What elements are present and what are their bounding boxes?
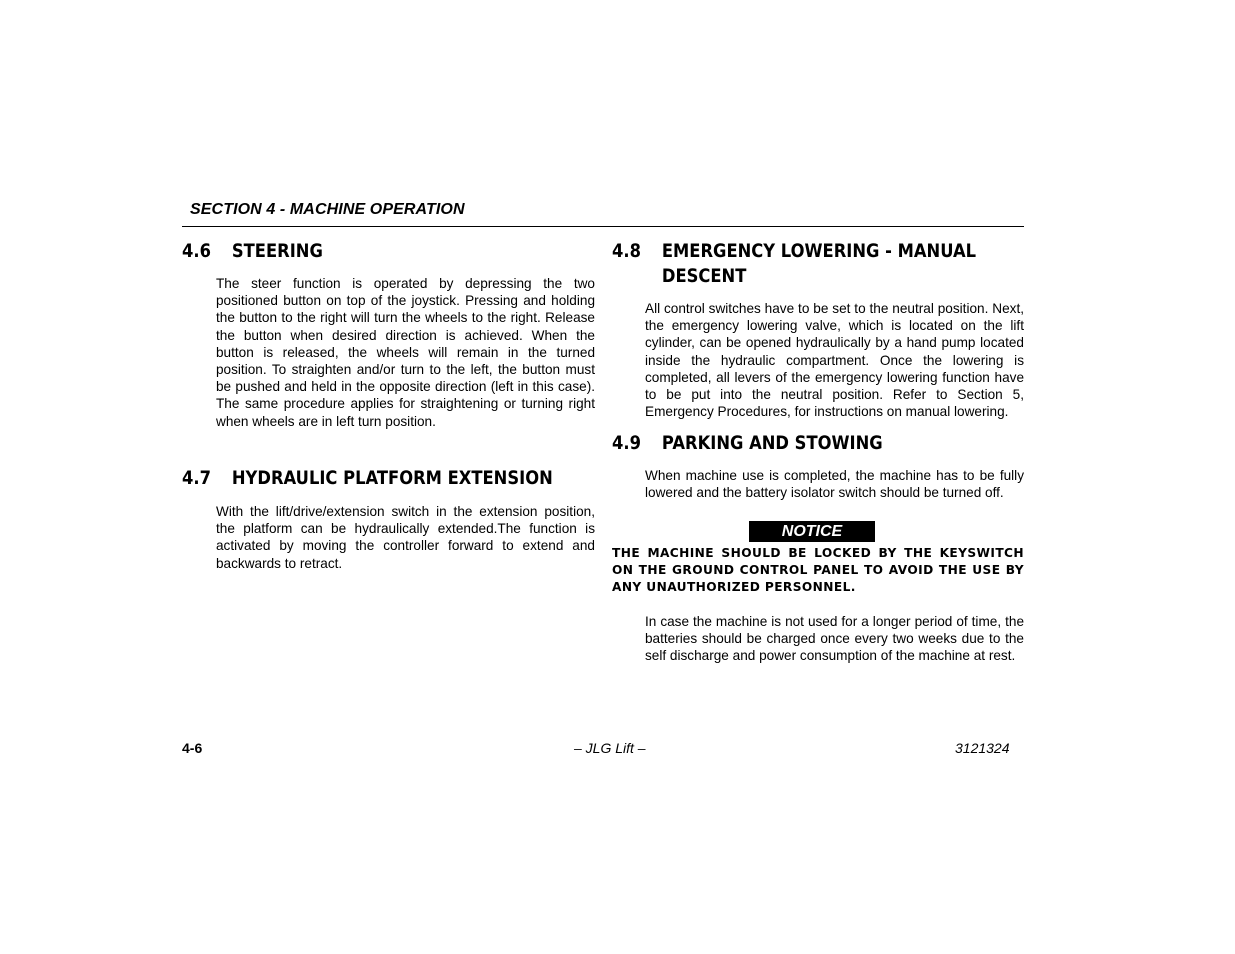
emergency-lowering-heading xyxy=(612,239,976,289)
steering-body: The steer function is operated by depressing the two positioned button on top of the joystick. Pressing and holding the button to the right will turn the wheels to the right. Release the button when desired direction is achieved. When the button is released, the wheels will remain in the turned position. To straighten and/or turn to the left, the button must be pushed and held in the opposite direction (left in this case). The same procedure applies for straightening or turning right when wheels are in left turn position. xyxy=(216,276,595,429)
hydraulic-extension-number: 4.7 xyxy=(182,467,211,489)
steering-title: STEERING xyxy=(231,240,323,262)
notice-label: NOTICE xyxy=(749,521,875,542)
steering-number: 4.6 xyxy=(182,240,211,262)
document-number: 3121324 xyxy=(955,740,1010,756)
emergency-lowering-title-line1: EMERGENCY LOWERING - MANUAL xyxy=(661,240,977,262)
steering-heading xyxy=(182,239,323,264)
emergency-lowering-title-line2: DESCENT xyxy=(661,265,747,287)
hydraulic-extension-heading xyxy=(182,466,553,491)
parking-number: 4.9 xyxy=(612,432,641,454)
hydraulic-extension-title: HYDRAULIC PLATFORM EXTENSION xyxy=(231,467,553,489)
page-number: 4-6 xyxy=(182,740,203,756)
parking-body-2: In case the machine is not used for a longer period of time, the batteries should be charged once every two weeks due to the self discharge and power consumption of the machine at rest. xyxy=(645,614,1024,664)
hydraulic-extension-body: With the lift/drive/extension switch in the extension position, the platform can be hydraulically extended.The function is activated by moving the controller forward to extend and backwards to retract. xyxy=(216,504,595,571)
parking-heading xyxy=(612,431,883,456)
emergency-lowering-number: 4.8 xyxy=(612,240,641,262)
notice-text: THE MACHINE SHOULD BE LOCKED BY THE KEYSWITCH ON THE GROUND CONTROL PANEL TO AVOID THE USE BY ANY UNAUTHORIZED PERSONNEL. xyxy=(612,546,1024,594)
parking-title: PARKING AND STOWING xyxy=(661,432,883,454)
section-header: SECTION 4 - MACHINE OPERATION xyxy=(190,201,465,218)
footer-publisher: – JLG Lift – xyxy=(574,740,646,756)
emergency-lowering-body: All control switches have to be set to the neutral position. Next, the emergency lowering valve, which is located on the lift cylinder, can be opened hydraulically by a hand pump located inside the hydraulic compartment. Once the lowering is completed, all levers of the emergency lowering function have to be put into the neutral position. Refer to Section 5, Emergency Procedures, for instructions on manual lowering. xyxy=(645,301,1024,420)
parking-body: When machine use is completed, the machine has to be fully lowered and the battery isolator switch should be turned off. xyxy=(645,468,1024,501)
header-divider xyxy=(182,226,1024,227)
